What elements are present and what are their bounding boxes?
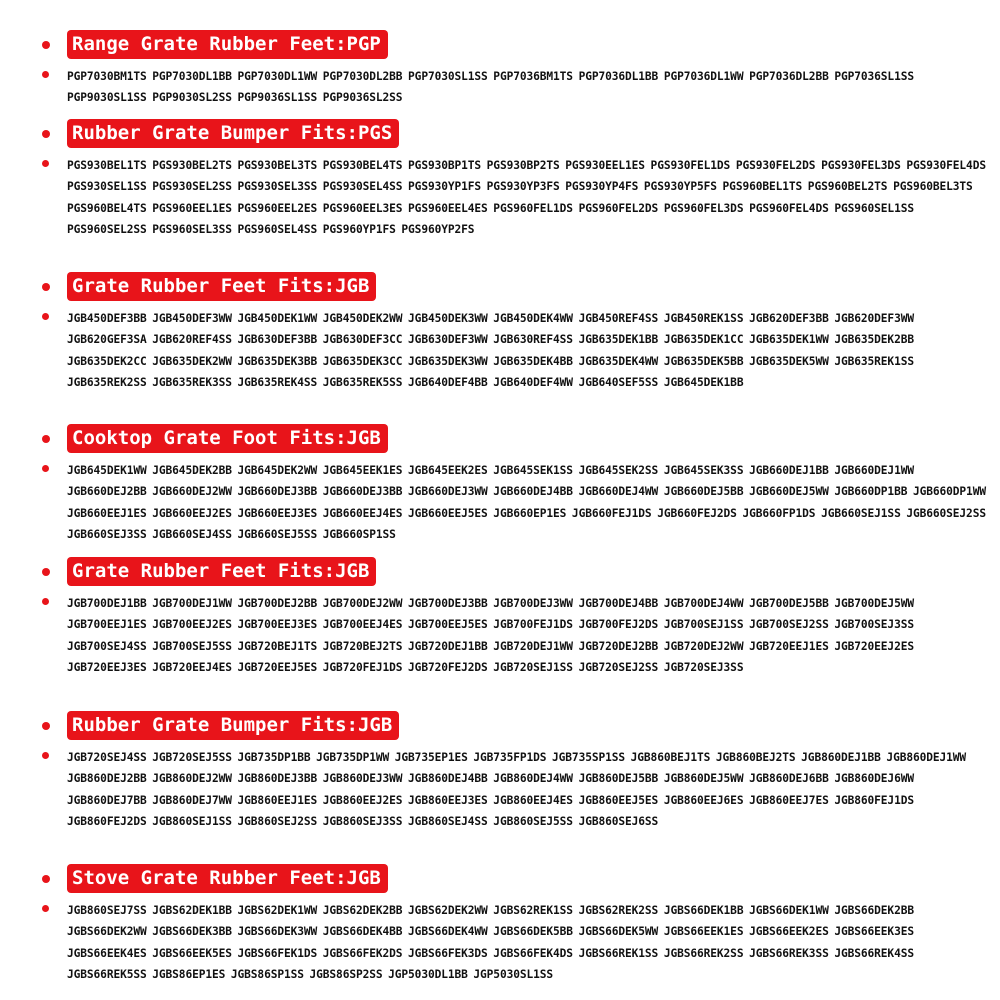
section-grate-feet-jgb-1 (0, 272, 1000, 393)
model-list: JGB860SEJ7SS JGBS62DEK1BB JGBS62DEK1WW JGBS62DEK2BB JGBS62DEK2WW JGBS62REK1SS JGBS62REK2SS JGBS66DEK1BB JGBS66DEK1WW JGBS66DEK2BB JGBS66DEK2WW JGBS66DEK3BB JGBS66DEK3WW JGBS66DEK4BB JGBS66DEK4WW JGBS66DEK5BB JGBS66DEK5WW JGBS66EEK1ES JGBS66EEK2ES JGBS66EEK3ES JGBS66EEK4ES JGBS66EEK5ES JGBS66FEK1DS JGBS66FEK2DS JGBS66FEK3DS JGBS66FEK4DS JGBS66REK1SS JGBS66REK2SS JGBS66REK3SS JGBS66REK4SS JGBS66REK5SS JGBS86EP1ES JGBS86SP1SS JGBS86SP2SS JGP5030DL1BB JGP5030SL1SS (67, 904, 914, 981)
bullet-icon (42, 465, 49, 472)
model-list: JGB700DEJ1BB JGB700DEJ1WW JGB700DEJ2BB JGB700DEJ2WW JGB700DEJ3BB JGB700DEJ3WW JGB700DEJ4BB JGB700DEJ4WW JGB700DEJ5BB JGB700DEJ5WW JGB700EEJ1ES JGB700EEJ2ES JGB700EEJ3ES JGB700EEJ4ES JGB700EEJ5ES JGB700FEJ1DS JGB700FEJ2DS JGB700SEJ1SS JGB700SEJ2SS JGB700SEJ3SS JGB700SEJ4SS JGB700SEJ5SS JGB720BEJ1TS JGB720BEJ2TS JGB720DEJ1BB JGB720DEJ1WW JGB720DEJ2BB JGB720DEJ2WW JGB720EEJ1ES JGB720EEJ2ES JGB720EEJ3ES JGB720EEJ4ES JGB720EEJ5ES JGB720FEJ1DS JGB720FEJ2DS JGB720SEJ1SS JGB720SEJ2SS JGB720SEJ3SS (67, 597, 914, 674)
model-list: PGP7030BM1TS PGP7030DL1BB PGP7030DL1WW PGP7030DL2BB PGP7030SL1SS PGP7036BM1TS PGP7036DL1BB PGP7036DL1WW PGP7036DL2BB PGP7036SL1SS PGP9030SL1SS PGP9030SL2SS PGP9036SL1SS PGP9036SL2SS (67, 70, 914, 105)
section-grate-feet-jgb-2 (0, 557, 1000, 678)
bullet-icon (42, 722, 50, 730)
model-list: JGB645DEK1WW JGB645DEK2BB JGB645DEK2WW JGB645EEK1ES JGB645EEK2ES JGB645SEK1SS JGB645SEK2SS JGB645SEK3SS JGB660DEJ1BB JGB660DEJ1WW JGB660DEJ2BB JGB660DEJ2WW JGB660DEJ3BB JGB660DEJ3BB JGB660DEJ3WW JGB660DEJ4BB JGB660DEJ4WW JGB660DEJ5BB JGB660DEJ5WW JGB660DP1BB JGB660DP1WW JGB660EEJ1ES JGB660EEJ2ES JGB660EEJ3ES JGB660EEJ4ES JGB660EEJ5ES JGB660EP1ES JGB660FEJ1DS JGB660FEJ2DS JGB660FP1DS JGB660SEJ1SS JGB660SEJ2SS JGB660SEJ3SS JGB660SEJ4SS JGB660SEJ5SS JGB660SP1SS (67, 464, 986, 541)
section-title: Grate Rubber Feet Fits:JGB (67, 557, 376, 586)
model-list: JGB450DEF3BB JGB450DEF3WW JGB450DEK1WW JGB450DEK2WW JGB450DEK3WW JGB450DEK4WW JGB450REF4SS JGB450REK1SS JGB620DEF3BB JGB620DEF3WW JGB620GEF3SA JGB620REF4SS JGB630DEF3BB JGB630DEF3CC JGB630DEF3WW JGB630REF4SS JGB635DEK1BB JGB635DEK1CC JGB635DEK1WW JGB635DEK2BB JGB635DEK2CC JGB635DEK2WW JGB635DEK3BB JGB635DEK3CC JGB635DEK3WW JGB635DEK4BB JGB635DEK4WW JGB635DEK5BB JGB635DEK5WW JGB635REK1SS JGB635REK2SS JGB635REK3SS JGB635REK4SS JGB635REK5SS JGB640DEF4BB JGB640DEF4WW JGB640SEF5SS JGB645DEK1BB (67, 312, 914, 389)
bullet-icon (42, 71, 49, 78)
section-rubber-bumper-pgs (0, 119, 1000, 240)
bullet-icon (42, 41, 50, 49)
section-title: Range Grate Rubber Feet:PGP (67, 30, 388, 59)
section-title: Rubber Grate Bumper Fits:PGS (67, 119, 399, 148)
bullet-icon (42, 160, 49, 167)
section-rubber-bumper-jgb (0, 711, 1000, 832)
bullet-icon (42, 283, 50, 291)
section-cooktop-foot-jgb (0, 424, 1000, 545)
bullet-icon (42, 875, 50, 883)
bullet-icon (42, 598, 49, 605)
section-title: Grate Rubber Feet Fits:JGB (67, 272, 376, 301)
model-list: PGS930BEL1TS PGS930BEL2TS PGS930BEL3TS PGS930BEL4TS PGS930BP1TS PGS930BP2TS PGS930EEL1ES PGS930FEL1DS PGS930FEL2DS PGS930FEL3DS PGS930FEL4DS PGS930SEL1SS PGS930SEL2SS PGS930SEL3SS PGS930SEL4SS PGS930YP1FS PGS930YP3FS PGS930YP4FS PGS930YP5FS PGS960BEL1TS PGS960BEL2TS PGS960BEL3TS PGS960BEL4TS PGS960EEL1ES PGS960EEL2ES PGS960EEL3ES PGS960EEL4ES PGS960FEL1DS PGS960FEL2DS PGS960FEL3DS PGS960FEL4DS PGS960SEL1SS PGS960SEL2SS PGS960SEL3SS PGS960SEL4SS PGS960YP1FS PGS960YP2FS (67, 159, 986, 236)
section-title: Stove Grate Rubber Feet:JGB (67, 864, 388, 893)
bullet-icon (42, 435, 50, 443)
bullet-icon (42, 568, 50, 576)
section-title: Rubber Grate Bumper Fits:JGB (67, 711, 399, 740)
section-stove-grate-jgb (0, 864, 1000, 985)
bullet-icon (42, 905, 49, 912)
section-range-grate-pgp (0, 30, 1000, 109)
model-list: JGB720SEJ4SS JGB720SEJ5SS JGB735DP1BB JGB735DP1WW JGB735EP1ES JGB735FP1DS JGB735SP1SS JGB860BEJ1TS JGB860BEJ2TS JGB860DEJ1BB JGB860DEJ1WW JGB860DEJ2BB JGB860DEJ2WW JGB860DEJ3BB JGB860DEJ3WW JGB860DEJ4BB JGB860DEJ4WW JGB860DEJ5BB JGB860DEJ5WW JGB860DEJ6BB JGB860DEJ6WW JGB860DEJ7BB JGB860DEJ7WW JGB860EEJ1ES JGB860EEJ2ES JGB860EEJ3ES JGB860EEJ4ES JGB860EEJ5ES JGB860EEJ6ES JGB860EEJ7ES JGB860FEJ1DS JGB860FEJ2DS JGB860SEJ1SS JGB860SEJ2SS JGB860SEJ3SS JGB860SEJ4SS JGB860SEJ5SS JGB860SEJ6SS (67, 751, 967, 828)
section-title: Cooktop Grate Foot Fits:JGB (67, 424, 388, 453)
bullet-icon (42, 313, 49, 320)
bullet-icon (42, 752, 49, 759)
bullet-icon (42, 130, 50, 138)
